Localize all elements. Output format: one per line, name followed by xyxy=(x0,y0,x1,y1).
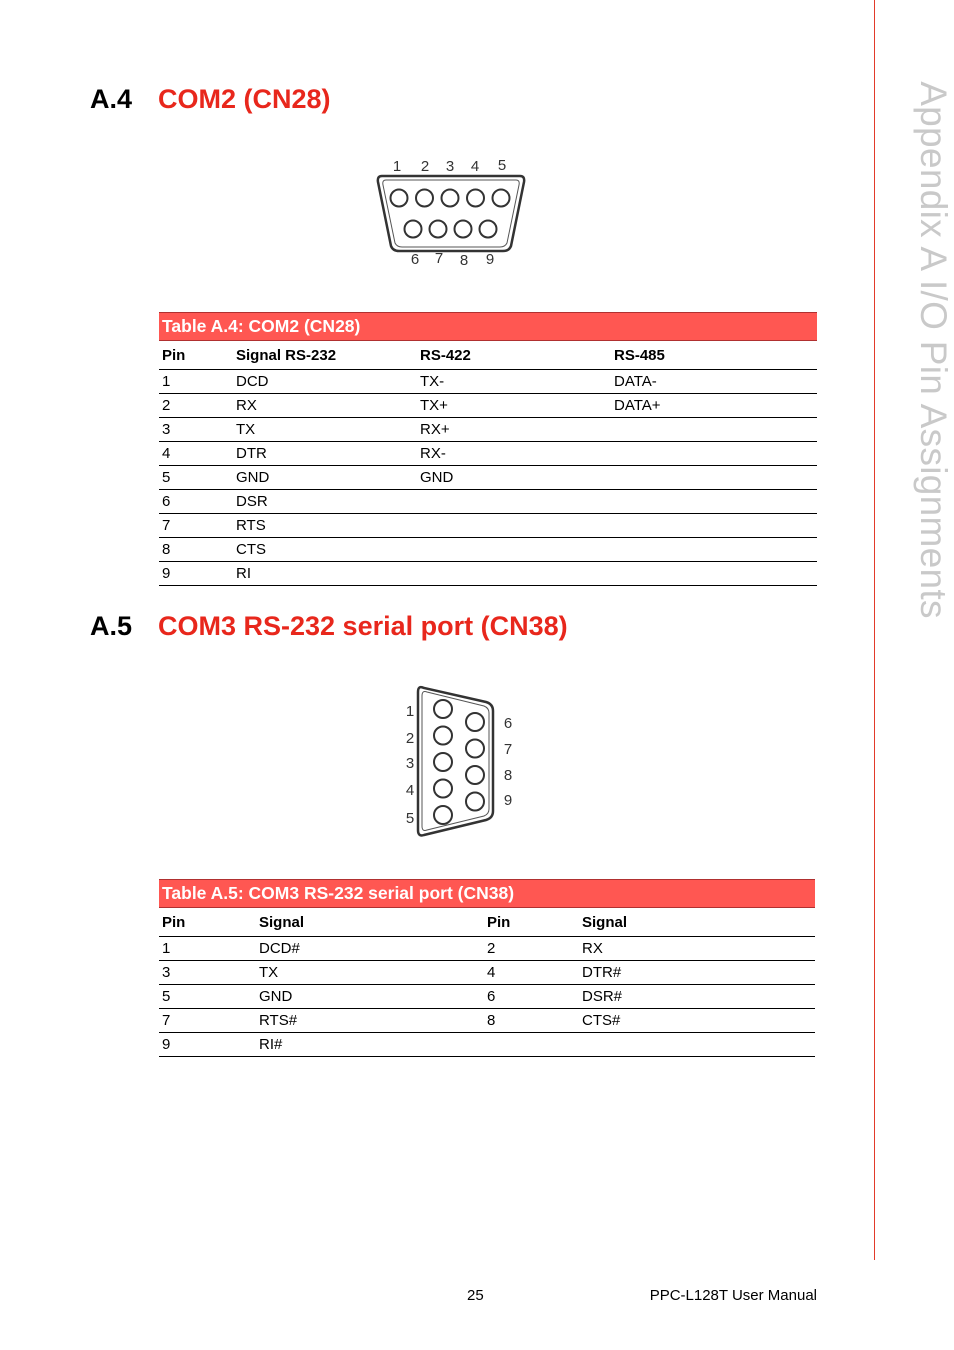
table-cell: 3 xyxy=(159,418,233,442)
pin-label: 4 xyxy=(405,782,415,799)
table-row xyxy=(159,1009,815,1033)
table-row xyxy=(159,394,817,418)
pin-hole xyxy=(416,190,433,207)
table-cell: TX xyxy=(256,961,484,985)
table-cell: DSR# xyxy=(579,985,815,1009)
table-cell: 9 xyxy=(159,1033,256,1057)
table-row xyxy=(159,538,817,562)
pin-label: 9 xyxy=(485,251,495,268)
pin-hole xyxy=(466,793,484,811)
column-header: RS-485 xyxy=(611,341,817,370)
table-cell: 9 xyxy=(159,562,233,586)
table-row xyxy=(159,961,815,985)
section-number: A.5 xyxy=(90,611,133,641)
table-cell: 4 xyxy=(484,961,579,985)
table-cell: DTR# xyxy=(579,961,815,985)
table-cell: 5 xyxy=(159,466,233,490)
table-row xyxy=(159,937,815,961)
table-cell: 1 xyxy=(159,937,256,961)
page-number: 25 xyxy=(467,1287,484,1304)
pin-hole xyxy=(480,221,497,238)
pin-label: 1 xyxy=(392,158,402,175)
table-cell: RI xyxy=(233,562,417,586)
side-divider xyxy=(874,0,875,1260)
table-cell: DSR xyxy=(233,490,417,514)
pin-label: 3 xyxy=(445,158,455,175)
table-cell: RTS# xyxy=(256,1009,484,1033)
pin-label: 2 xyxy=(420,158,430,175)
column-header: Pin xyxy=(484,908,579,937)
table-row xyxy=(159,1033,815,1057)
pin-hole xyxy=(434,727,452,745)
table-row xyxy=(159,514,817,538)
table-row xyxy=(159,418,817,442)
table-cell: RX- xyxy=(417,442,611,466)
pin-label: 7 xyxy=(503,741,513,758)
table-cell: RTS xyxy=(233,514,417,538)
pin-label: 4 xyxy=(470,158,480,175)
pin-label: 2 xyxy=(405,730,415,747)
pin-label: 5 xyxy=(405,810,415,827)
table-row xyxy=(159,562,817,586)
table-row xyxy=(159,466,817,490)
table-cell xyxy=(611,538,817,562)
table-cell: DTR xyxy=(233,442,417,466)
table-cell: TX- xyxy=(417,370,611,394)
column-header: Signal xyxy=(579,908,815,937)
table-cell: DATA+ xyxy=(611,394,817,418)
table-row xyxy=(159,370,817,394)
table-cell: 5 xyxy=(159,985,256,1009)
table-cell: CTS# xyxy=(579,1009,815,1033)
pin-label: 6 xyxy=(410,251,420,268)
table-cell xyxy=(611,562,817,586)
table-cell xyxy=(484,1033,579,1057)
table-cell: 7 xyxy=(159,514,233,538)
column-header: Pin xyxy=(159,341,233,370)
pin-hole xyxy=(430,221,447,238)
section-heading-a4 xyxy=(90,84,331,115)
table-cell: 3 xyxy=(159,961,256,985)
table-caption: Table A.5: COM3 RS-232 serial port (CN38) xyxy=(159,880,815,908)
pin-hole xyxy=(434,700,452,718)
table-cell: 7 xyxy=(159,1009,256,1033)
pin-hole xyxy=(405,221,422,238)
pin-label: 3 xyxy=(405,755,415,772)
pin-hole xyxy=(493,190,510,207)
column-header: RS-422 xyxy=(417,341,611,370)
table-cell xyxy=(417,562,611,586)
table-cell: DCD xyxy=(233,370,417,394)
table-row xyxy=(159,442,817,466)
table-cell xyxy=(579,1033,815,1057)
pin-label: 9 xyxy=(503,792,513,809)
table-row xyxy=(159,490,817,514)
table-cell: RX+ xyxy=(417,418,611,442)
pin-hole xyxy=(466,740,484,758)
pin-label: 7 xyxy=(434,250,444,267)
pin-label: 8 xyxy=(459,252,469,269)
section-title: COM3 RS-232 serial port (CN38) xyxy=(158,611,568,641)
pin-label: 5 xyxy=(497,157,507,174)
table-cell: GND xyxy=(233,466,417,490)
db9-connector-horizontal-figure xyxy=(372,150,532,272)
com3-pin-table xyxy=(159,879,815,1057)
pin-label: 6 xyxy=(503,715,513,732)
table-cell xyxy=(611,514,817,538)
table-cell: 2 xyxy=(484,937,579,961)
table-cell xyxy=(611,442,817,466)
pin-label: 8 xyxy=(503,767,513,784)
pin-hole xyxy=(455,221,472,238)
table-cell: RX xyxy=(579,937,815,961)
manual-title: PPC-L128T User Manual xyxy=(649,1287,817,1304)
table-cell: TX+ xyxy=(417,394,611,418)
pin-hole xyxy=(391,190,408,207)
pin-hole xyxy=(434,806,452,824)
table-cell xyxy=(611,418,817,442)
column-header: Signal xyxy=(256,908,484,937)
table-cell xyxy=(611,490,817,514)
table-cell: RX xyxy=(233,394,417,418)
pin-hole xyxy=(466,713,484,731)
table-cell: 6 xyxy=(484,985,579,1009)
pin-hole xyxy=(466,766,484,784)
db9-connector-vertical-figure xyxy=(398,680,522,842)
table-cell: TX xyxy=(233,418,417,442)
table-cell: 1 xyxy=(159,370,233,394)
table-header-row xyxy=(159,341,817,370)
table-cell: 8 xyxy=(159,538,233,562)
table-cell xyxy=(611,466,817,490)
table-cell xyxy=(417,538,611,562)
table-cell: DATA- xyxy=(611,370,817,394)
table-cell: 4 xyxy=(159,442,233,466)
com2-pin-table xyxy=(159,312,817,586)
column-header: Pin xyxy=(159,908,256,937)
connector-shell-outline xyxy=(418,687,493,835)
column-header: Signal RS-232 xyxy=(233,341,417,370)
table-cell xyxy=(417,490,611,514)
pin-label: 1 xyxy=(405,703,415,720)
table-cell: GND xyxy=(417,466,611,490)
table-cell: GND xyxy=(256,985,484,1009)
table-cell: 2 xyxy=(159,394,233,418)
pin-hole xyxy=(434,753,452,771)
connector-shell-outline xyxy=(378,176,524,251)
table-caption: Table A.4: COM2 (CN28) xyxy=(159,313,817,341)
table-cell: RI# xyxy=(256,1033,484,1057)
section-number: A.4 xyxy=(90,84,133,114)
appendix-side-title: Appendix A I/O Pin Assignments xyxy=(913,81,954,619)
pin-hole xyxy=(434,780,452,798)
pin-hole xyxy=(442,190,459,207)
table-row xyxy=(159,985,815,1009)
table-cell: 8 xyxy=(484,1009,579,1033)
table-header-row xyxy=(159,908,815,937)
table-cell xyxy=(417,514,611,538)
section-heading-a5 xyxy=(90,611,568,642)
table-cell: DCD# xyxy=(256,937,484,961)
table-cell: 6 xyxy=(159,490,233,514)
section-title: COM2 (CN28) xyxy=(158,84,331,114)
pin-hole xyxy=(467,190,484,207)
table-cell: CTS xyxy=(233,538,417,562)
